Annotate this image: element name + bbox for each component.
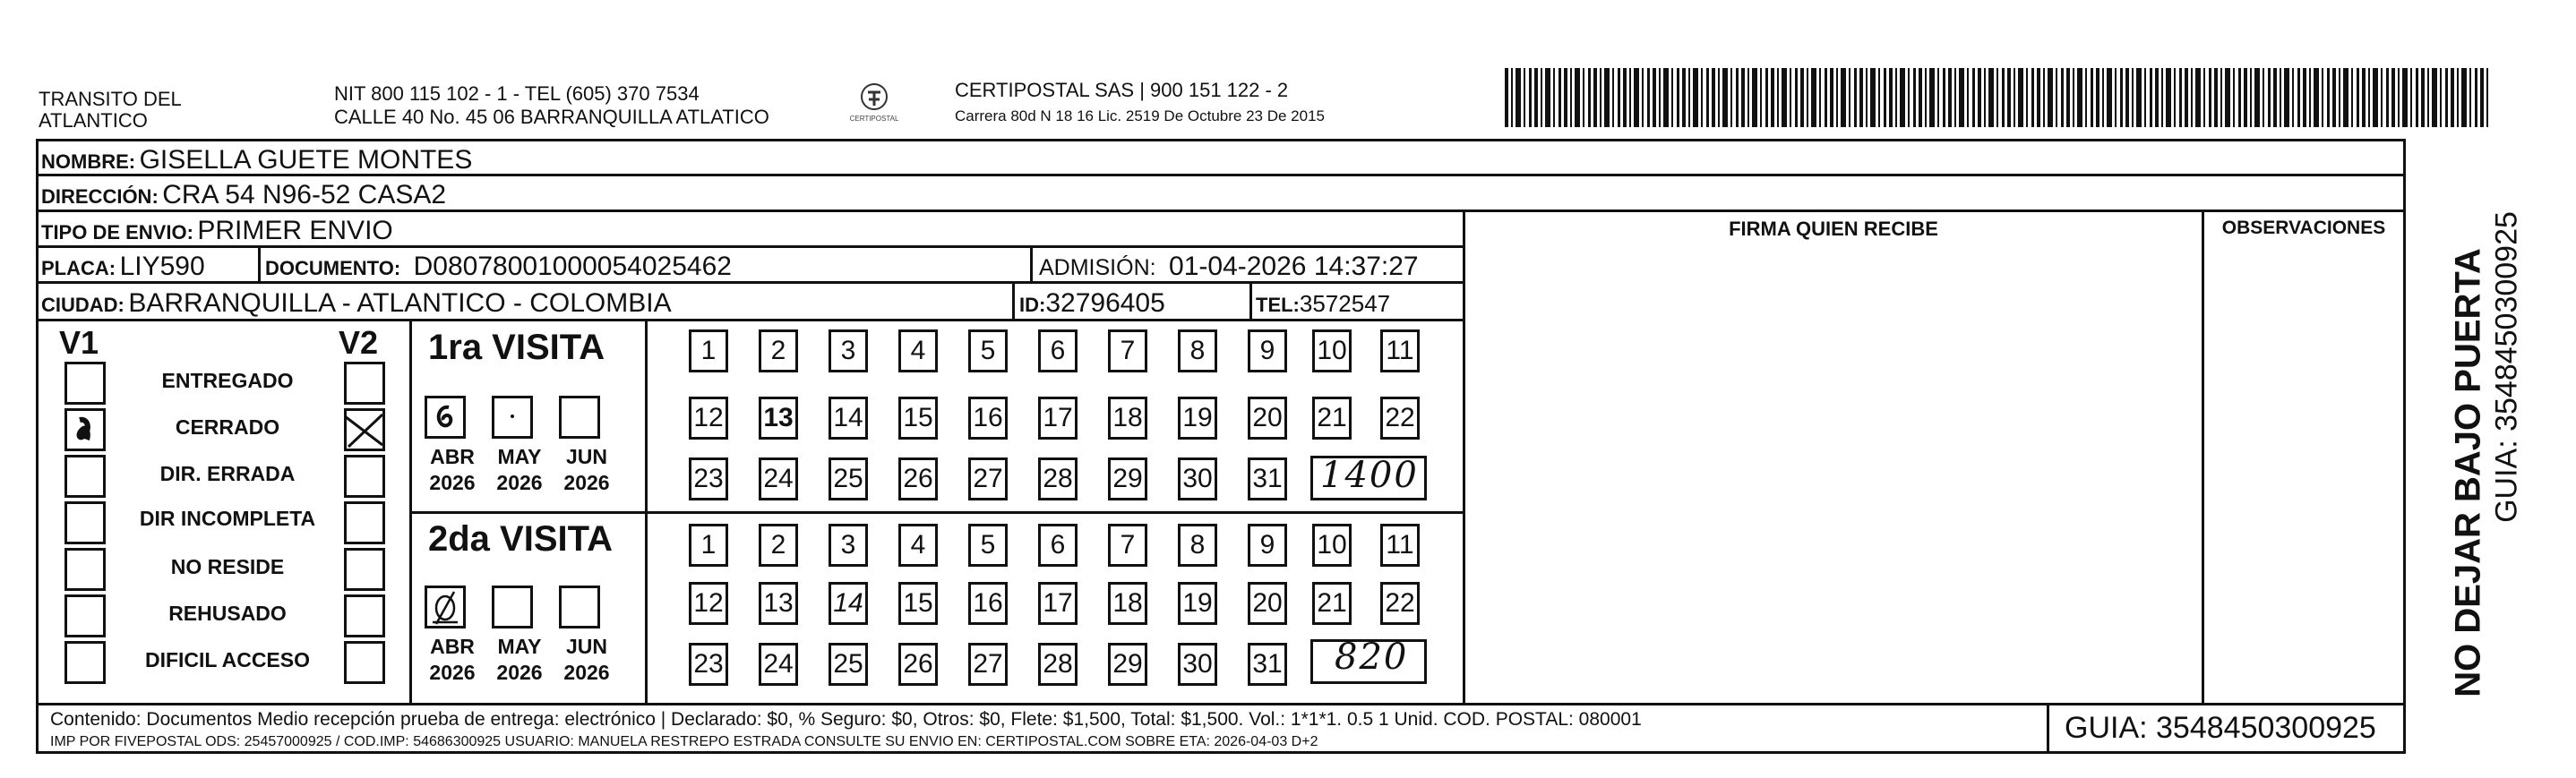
v1-day-21[interactable]: 21 (1312, 397, 1352, 440)
v2-day-29[interactable]: 29 (1108, 643, 1147, 686)
v2-checkbox-dir-incompleta[interactable] (344, 501, 385, 544)
v1-day-5[interactable]: 5 (968, 329, 1008, 372)
v1-day-20[interactable]: 20 (1248, 397, 1287, 440)
v1-day-27[interactable]: 27 (968, 457, 1008, 500)
visit1-month-abr-label (421, 444, 484, 496)
v2-day-8[interactable]: 8 (1178, 524, 1217, 567)
admision-value: 01-04-2026 14:37:27 (1169, 252, 1419, 281)
v2-day-21[interactable]: 21 (1312, 582, 1352, 625)
v1-checkbox-rehusado[interactable] (64, 594, 106, 637)
visit2-abr-year: 2026 (429, 661, 476, 684)
visit1-title: 1ra VISITA (428, 328, 605, 367)
v1-day-3[interactable]: 3 (829, 329, 868, 372)
tel-value: 3572547 (1299, 290, 1391, 317)
side-warning: NO DEJAR BAJO PUERTA (2448, 248, 2488, 697)
visit2-jun-name: JUN (565, 635, 607, 658)
v1-day-12[interactable]: 12 (689, 397, 728, 440)
v1-day-6[interactable]: 6 (1038, 329, 1078, 372)
direccion-value: CRA 54 N96-52 CASA2 (162, 180, 447, 209)
v1-day-1[interactable]: 1 (689, 329, 728, 372)
v2-day-17[interactable]: 17 (1038, 582, 1078, 625)
v2-checkbox-dir-errada[interactable] (344, 455, 385, 498)
v1-checkbox-dificil-acceso[interactable] (64, 641, 106, 684)
v2-day-22[interactable]: 22 (1380, 582, 1420, 625)
tipo-row (41, 216, 393, 246)
direccion-label: DIRECCIÓN: (41, 185, 159, 208)
id-value: 32796405 (1045, 288, 1165, 318)
sender-address: CALLE 40 No. 45 06 BARRANQUILLA ATLATICO (334, 106, 769, 128)
v1-day-9[interactable]: 9 (1248, 329, 1287, 372)
visit2-month-abr-box[interactable] (425, 586, 466, 628)
v2-day-14[interactable]: 14 (829, 582, 868, 625)
ciudad-label: CIUDAD: (41, 294, 125, 316)
v2-day-28[interactable]: 28 (1038, 643, 1078, 686)
firma-header: FIRMA QUIEN RECIBE (1729, 218, 1938, 240)
status-rehusado: REHUSADO (168, 602, 287, 625)
visit1-abr-name: ABR (430, 445, 475, 468)
id-field (1019, 288, 1165, 319)
v2-day-10[interactable]: 10 (1312, 524, 1352, 567)
v2-header: V2 (339, 324, 379, 361)
v1-day-22[interactable]: 22 (1380, 397, 1420, 440)
status-no-reside: NO RESIDE (170, 555, 285, 578)
certipostal-logo (838, 79, 910, 129)
v1-day-25[interactable]: 25 (829, 457, 868, 500)
courier-name: CERTIPOSTAL SAS | 900 151 122 - 2 (955, 79, 1289, 101)
v2-day-2[interactable]: 2 (759, 524, 798, 567)
visit1-month-may-label (488, 444, 551, 496)
placa-label: PLACA: (41, 257, 116, 279)
observaciones-header: OBSERVACIONES (2221, 218, 2386, 238)
visit1-may-year: 2026 (496, 471, 543, 494)
v1-day-7[interactable]: 7 (1108, 329, 1147, 372)
tel-field (1256, 290, 1390, 318)
admision-label: ADMISIÓN: (1039, 255, 1156, 280)
v2-day-11[interactable]: 11 (1380, 524, 1420, 567)
v1-day-24[interactable]: 24 (759, 457, 798, 500)
v2-day-20[interactable]: 20 (1248, 582, 1287, 625)
v2-day-7[interactable]: 7 (1108, 524, 1147, 567)
v2-checkbox-cerrado[interactable] (344, 408, 385, 451)
status-dir-errada: DIR. ERRADA (159, 462, 296, 485)
documento-field (265, 252, 732, 282)
v2-day-16[interactable]: 16 (968, 582, 1008, 625)
sender-nit: NIT 800 115 102 - 1 - TEL (605) 370 7534 (334, 82, 700, 105)
footer-guia: GUIA: 3548450300925 (2065, 711, 2376, 745)
v2-day-19[interactable]: 19 (1178, 582, 1217, 625)
v1-day-29[interactable]: 29 (1108, 457, 1147, 500)
v2-day-1[interactable]: 1 (689, 524, 728, 567)
visit1-month-jun-box[interactable] (559, 396, 600, 439)
tipo-label: TIPO DE ENVIO: (41, 221, 193, 244)
v2-day-24[interactable]: 24 (759, 643, 798, 686)
v1-checkbox-no-reside[interactable] (64, 548, 106, 591)
footer-contenido: Contenido: Documentos Medio recepción prueba de entrega: electrónico | Declarado: $0, % Seguro: $0, Otros: $0, Flete: $1,500, Total: $1,500. Vol.: 1*1*1. 0.5 1 Unid. COD. POSTAL: 080001 (50, 709, 1642, 730)
side-guia: GUIA: 3548450300925 (2489, 211, 2524, 523)
v2-day-23[interactable]: 23 (689, 643, 728, 686)
status-dificil-acceso: DIFICIL ACCESO (144, 648, 310, 671)
v2-checkbox-dificil-acceso[interactable] (344, 641, 385, 684)
v1-day-14[interactable]: 14 (829, 397, 868, 440)
v1-day-10[interactable]: 10 (1312, 329, 1352, 372)
status-dir-incompleta: DIR INCOMPLETA (139, 507, 316, 530)
logo-caption: CERTIPOSTAL (849, 115, 899, 123)
v2-day-13[interactable]: 13 (759, 582, 798, 625)
visit1-jun-year: 2026 (563, 471, 610, 494)
v1-day-2[interactable]: 2 (759, 329, 798, 372)
visit2-month-may-box[interactable] (492, 586, 533, 628)
nombre-row (41, 145, 472, 175)
visit1-month-jun-label (555, 444, 618, 496)
v1-day-15[interactable]: 15 (898, 397, 938, 440)
v1-header: V1 (59, 324, 99, 361)
visit2-may-year: 2026 (496, 661, 543, 684)
visit2-may-name: MAY (497, 635, 542, 658)
barcode (1505, 68, 2490, 127)
visit2-month-jun-box[interactable] (559, 586, 600, 628)
id-label: ID: (1019, 294, 1046, 316)
placa-field (41, 252, 205, 282)
visit1-month-abr-box[interactable] (425, 396, 466, 439)
v2-day-3[interactable]: 3 (829, 524, 868, 567)
v2-day-4[interactable]: 4 (898, 524, 938, 567)
ciudad-value: BARRANQUILLA - ATLANTICO - COLOMBIA (128, 288, 672, 318)
visit2-jun-year: 2026 (563, 661, 610, 684)
status-entregado: ENTREGADO (161, 369, 294, 392)
v1-day-13[interactable]: 13 (759, 397, 798, 440)
nombre-label: NOMBRE: (41, 150, 136, 173)
v1-day-8[interactable]: 8 (1178, 329, 1217, 372)
direccion-row (41, 180, 446, 210)
ciudad-field (41, 288, 672, 319)
placa-value: LIY590 (119, 252, 205, 281)
v1-day-19[interactable]: 19 (1178, 397, 1217, 440)
v1-day-23[interactable]: 23 (689, 457, 728, 500)
v1-checkbox-entregado[interactable] (64, 362, 106, 405)
v2-day-30[interactable]: 30 (1178, 643, 1217, 686)
v2-handwritten-time: 820 (1335, 637, 1409, 678)
v1-day-28[interactable]: 28 (1038, 457, 1078, 500)
sender-name-line1: TRANSITO DEL (39, 88, 182, 110)
visit1-month-may-box[interactable] (492, 396, 533, 439)
v2-day-9[interactable]: 9 (1248, 524, 1287, 567)
v2-day-15[interactable]: 15 (898, 582, 938, 625)
visit2-month-may-label (488, 634, 551, 686)
courier-license: Carrera 80d N 18 16 Lic. 2519 De Octubre 23 De 2015 (955, 107, 1325, 124)
visit2-title: 2da VISITA (428, 519, 613, 559)
documento-label: DOCUMENTO: (265, 257, 401, 279)
v2-checkbox-no-reside[interactable] (344, 548, 385, 591)
v1-day-26[interactable]: 26 (898, 457, 938, 500)
v1-day-31[interactable]: 31 (1248, 457, 1287, 500)
v1-checkbox-dir-incompleta[interactable] (64, 501, 106, 544)
visit1-may-name: MAY (497, 445, 542, 468)
v1-checkbox-cerrado[interactable] (64, 408, 106, 451)
v2-day-18[interactable]: 18 (1108, 582, 1147, 625)
v2-day-12[interactable]: 12 (689, 582, 728, 625)
visit1-jun-name: JUN (565, 445, 607, 468)
v2-day-25[interactable]: 25 (829, 643, 868, 686)
v2-day-6[interactable]: 6 (1038, 524, 1078, 567)
sender-name-line2: ATLANTICO (39, 109, 148, 132)
v1-handwritten-time: 1400 (1320, 455, 1419, 496)
visit1-abr-year: 2026 (429, 471, 476, 494)
visit2-month-jun-label (555, 634, 618, 686)
v1-day-16[interactable]: 16 (968, 397, 1008, 440)
v2-day-26[interactable]: 26 (898, 643, 938, 686)
tipo-value: PRIMER ENVIO (197, 216, 393, 245)
v1-day-18[interactable]: 18 (1108, 397, 1147, 440)
tel-label: TEL: (1256, 294, 1300, 316)
v1-day-11[interactable]: 11 (1380, 329, 1420, 372)
v2-day-27[interactable]: 27 (968, 643, 1008, 686)
v1-day-30[interactable]: 30 (1178, 457, 1217, 500)
nombre-value: GISELLA GUETE MONTES (139, 145, 473, 175)
v1-day-17[interactable]: 17 (1038, 397, 1078, 440)
admision-field (1039, 252, 1419, 282)
footer-imp: IMP POR FIVEPOSTAL ODS: 25457000925 / COD.IMP: 54686300925 USUARIO: MANUELA RESTREPO ESTRADA CONSULTE SU ENVIO EN: CERTIPOSTAL.COM SOBRE ETA: 2026-04-03 D+2 (50, 734, 1318, 749)
status-cerrado: CERRADO (175, 415, 280, 439)
v2-checkbox-rehusado[interactable] (344, 594, 385, 637)
visit2-abr-name: ABR (430, 635, 475, 658)
documento-value: D08078001000054025462 (413, 252, 732, 281)
visit2-month-abr-label (421, 634, 484, 686)
v1-checkbox-dir-errada[interactable] (64, 455, 106, 498)
v1-day-4[interactable]: 4 (898, 329, 938, 372)
v2-checkbox-entregado[interactable] (344, 362, 385, 405)
v2-day-5[interactable]: 5 (968, 524, 1008, 567)
v2-day-31[interactable]: 31 (1248, 643, 1287, 686)
